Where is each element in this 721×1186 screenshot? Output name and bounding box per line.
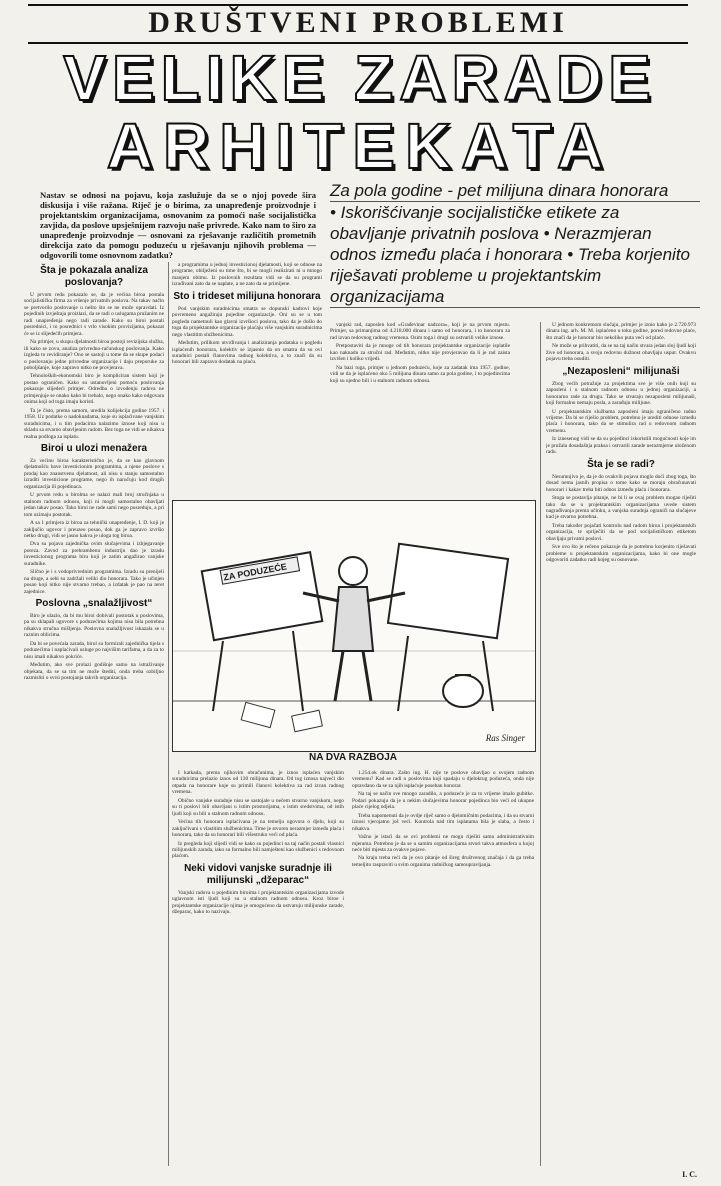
paragraph: Zbog većih potražnje za projektima sve je više onih koji su zaposleni i u stalnom radnom odnosu u jednoj organizaciji, a honorarno rade za drugu. Tako se stvaraju nezaposleni milijunaši, koji formalno nemaju posla, a zarađuju milijune. <box>546 380 696 407</box>
paragraph: I katkada, prema njihovim obračunima, je iznos isplaćen vanjskim suradnicima prelazio iznos od 130 milijuna dinara. Od tog iznosa najveći dio otpada na honorare koje su primili članovi kolektiva za rad izvan radnog vremena. <box>172 770 344 796</box>
paragraph: Stoga se postavlja pitanje, ne bi li se ovaj problem mogao riješiti tako da se u projektantskim organizacijama uvede sistem nagrađivanja prema učinku, a vanjska suradnja ograniči na slučajeve kad je stvarno potrebna. <box>546 495 696 521</box>
paragraph: Međutim, ako sve prolazi godišnje samo na istraživanje objekata, da se sa tim ne može štediti, onda treba ozbiljno razmisliti o svrsi postojanja takvih organizacija. <box>24 662 164 682</box>
paragraph: Iz pregleda koji slijedi vidi se kako su pojedinci na taj način postali vlasnici milijunskih zarada, iako su formalno bili namješteni kao službenici s redovnom plaćom. <box>172 840 344 860</box>
paragraph: Za većinu biroa karakteristično je, da se kao glavnom djelatnošću bave investicionim programima, a njene poslove s prodaj kao znanstvenu djelatnost, ali nisu u stanju samostalno izraditi investicione programe, nego ih naručuju kod drugih organizacija ili pojedinaca. <box>24 457 164 490</box>
paragraph: Dva su pojava zajednička ovim slučajevima i izbjegavanje poreza. Zavod za prehrambenu industriju dao je izradu investicionog programa biru koji je zatim angažirao vanjske suradnike. <box>24 541 164 567</box>
paragraph: Ne može se prihvatiti, da se na taj način stvara jedan sloj ljudi koji žive od honorara, a svoju redovnu dužnost obavljaju usput. Ovakvu pojavu treba osuditi. <box>546 343 696 363</box>
paragraph: Važno je istaći da se ovi problemi ne mogu riješiti samo administrativnim mjerama. Potrebno je da se u samim organizacijama stvori takva atmosfera u kojoj neće biti mjesta za ovakve pojave. <box>352 834 534 853</box>
paragraph: a programima u jednoj investicionoj djelatnosti, koji se odnose na programe, obilježeni su time što, bi se mogli realizirati ni u mnogo manjem obimu. Iz poslovnih rezultata vidi se da su programi izrađivani zato da se naplate, a ne zato da se primijene. <box>172 262 322 288</box>
paragraph: U prvom redu pokazalo se, da je većina biroa postala socijalistička firma za vršenje privatnih poslova. Na takav način se pretvorilo poslovanje u nešto što se ne može opravdati. Iz pojedinih izvještaja proizlazi, da se radi o uslugama pružanim ne radi unapređenja nego radi zarade. Kako su biroi postali posrednici, i to posrednici s vrlo visokim provizijama, pokazat će se iz slijedećih primjera. <box>24 292 164 337</box>
paragraph: Pretpostaviti da je mnoge od tih honorara projektantske organizacije isplatile kao naknadu za stručni rad. Međutim, nitko nije provjeravao da li je rad zaista izvršen i koliko vrijedi. <box>330 343 510 363</box>
paragraph: A sa 1 primjera iz biroa za tehnički unapređenje, I. D. koji je zaključio ugovor i preuzeo posao, dok ga je zapravo izvršio netko drugi, vidi se jasno kakva je uloga tog biroa. <box>24 520 164 539</box>
section-heading: „Nezaposleni“ milijunaši <box>562 365 680 377</box>
section-heading: Neki vidovi vanjske suradnje ili milijunski „džeparac“ <box>184 862 332 886</box>
paragraph: Slično je i s vodoprivrednim programima. Izradu su prenijeli na druge, a sebi su zadržali veliki dio honorara. Tako je učinjen posao koji nitko nije stvarno trebao, a izdatak je pao na teret zajednice. <box>24 569 164 595</box>
paragraph: Biro je ulazio, da bi mu biroi dobivali postotak u poslovima, pa su sklapali ugovore s poduzećima kojima nisu bila potrebna nikakva stručna mišljenja. Poslovna snalažljivost iskazala se u raznim oblicima. <box>24 613 164 639</box>
section-heading: Šta je se radi? <box>587 458 655 470</box>
cartoon-illustration <box>172 500 536 752</box>
headline-line-2: ARHITEKATA <box>106 110 614 182</box>
paragraph: vanjski rad, zaposlen kod »Građevinar nadzora«, koji je na prvom mjestu. Primjer, sa primanjima od 4.218.000 dinara i samo od honorara, i to honoraru za rad izvan redovnog radnog vremena. Osim toga i drugi su ostvarili velike iznose. <box>330 322 510 341</box>
paragraph: 1.254.ok dinara. Zašto ing. H. nije te poslove obavljao u svojem radnom vremenu? Kad se radi o poslovima koji spadaju u djelokrug poduzeća, onda nije opravdano da se za njih isplaćuje poseban honorar. <box>352 770 534 789</box>
section-heading: Šta je pokazala analiza poslovanja? <box>40 265 148 288</box>
column-rule <box>168 262 169 1166</box>
column-1 <box>24 262 164 1166</box>
section-heading: Sto i trideset milijuna honorara <box>173 290 321 302</box>
paragraph: Na primjer, u skupu djelatnosti biroa postoji revizijska služba, ili kako se zovu, analiza privredno-računskog poslovanja. Kako izgleda to revidiranje? Ono se sastoji u tome da se skupe podaci o poslovanju jedne privredne organizacije i daju preporuke za poboljšanje, koje zapravo nitko ne provjerava. <box>24 339 164 371</box>
column-3-lower <box>352 770 534 1166</box>
section-heading: Biroi u ulozi menažera <box>40 442 148 454</box>
paragraph: Na kraju treba reći da je ovo pitanje od šireg društvenog značaja i da ga treba temeljito raspraviti u svim organima radničkog samoupravljanja. <box>352 855 534 868</box>
paragraph: Na taj se način sve mnogo zaradilo, a poduzeće je za to vrijeme imalo gubitke. Podaci pokazuju da je u nekim slučajevima honorar pojedinca bio veći od ukupne plaće cijelog odjela. <box>352 791 534 811</box>
lead-paragraph: Nastav se odnosi na pojavu, koja zaslužuje da se o njoj povede šira diskusija i više ražana. Riječ je o birima, za unapređenje proizvodnje i projektantskim organizacijama, osnovanim za pomoći naše socijalistička zavjida, da poslove upsješnijem razvoju naše privrede. Kako nam to širo za unapređenje proizvodnje — osnovani za rješavanje različitih prometnih direkcija zato da pomogu poduzeću u rješavanju njihovih problema — odgovorili tome osnovnom zadatku? <box>40 190 316 260</box>
kicker-title: DRUŠTVENI PROBLEMI <box>28 4 688 44</box>
headline <box>24 42 696 182</box>
cartoon-caption: NA DVA RAZBOJA <box>309 752 397 763</box>
column-2-lower <box>172 770 344 1166</box>
paragraph: Treba također pojačati kontrolu nad radom biroa i projektantskih organizacija, te spriječiti da se pod socijalističkom etiketom obavljaju privatni poslovi. <box>546 522 696 542</box>
paragraph: Vanjski radova u pojedinim biroima i projektantskim organizacijama izvode uglavnom isti ljudi koji su u stalnom radnom odnosu. Kroz biroe i projektantske organizacije njima je omogućeno da ostvaruju milijunske zarade, džeparac, kako to nazivaju. <box>172 889 344 916</box>
author-signoff: I. C. <box>682 1170 697 1179</box>
section-heading: Poslovna „snalažljivost“ <box>35 598 153 610</box>
headline-line-1: VELIKE ZARADE <box>63 42 657 114</box>
paragraph: Tehnoloških-ekonomski biro je kompliciran sistem koji je postao ograničen. Kako su ustanovljeni pomoću poslovanja pokazuje slijedeći primjer. Odredba o izvođenju radova ne primjenjuje se onako kako bi trebalo, nego onako kako odgovara onima koji od toga imaju koristi. <box>24 373 164 406</box>
paragraph: Nesumnjivo je, da je do ovakvih pojava moglo doći zbog toga, što dosad nema jasnih propisa o tome kako se moraju obračunavati honorari i kakav treba biti odnos između plaća i honorara. <box>546 473 696 493</box>
paragraph: Na bazi toga, primjer u jednom poduzeću, koje za zadatak ima 1957. godine, vidi se da je isplaćeno oko 5 milijuna dinara samo za pola godine, i to pojedincima koji su ujedno bili i u stalnom radnom odnosu. <box>330 364 510 384</box>
paragraph: Obično vanjske suradnje nisu se sastojale u nečem stvarno vanjskom, nego su ti poslovi bili obavljani u istim prostorijama, s istim sredstvima, od istih ljudi koji su bili u stalnom radnom odnosu. <box>172 797 344 817</box>
cartoon-drawing <box>173 501 535 751</box>
column-4 <box>546 322 696 1166</box>
column-3-upper <box>330 322 510 494</box>
paragraph: Da bi se povećala zarada, birol su formirali zajednička tijela s poduzećima i naplaćivali usluge po najvišim tarifama, a da za to nisu imali nikakvo pokriće. <box>24 640 164 660</box>
subheadline <box>330 180 700 308</box>
paragraph: Sve ovo što je rečeno pokazuje da je potrebno korjenito riješavati probleme u projektantskim organizacijama, kako bi one mogle odgovoriti zadatku radi kojeg su osnovane. <box>546 544 696 564</box>
subheadline-line-2: • Iskorišćivanje socijalističke etikete za obavljanje privatnih poslova • Nerazmjeran odnos između plaća i honorara • Treba korjenito riješavati probleme u projektantskim organizacijama <box>330 202 700 308</box>
paragraph: U projektantskim službama zaposleni imaju ograničeno radno vrijeme. Da bi se riješio problem, potrebno je urediti odnose između plaća i honorara, tako da se stimulira rad u redovnom radnom vremenu. <box>546 408 696 434</box>
paragraph: Pod vanjskim suradnicima smatra se dopunski kadrovi koje povremeno angažiraju pojedine organizacije. Oni su se u tom pogledu nametnuli kao glavni izvršioci poslova, tako da je došlo do toga da projektantske organizacije plaćaju više vanjskim suradnicima nego vlastitim službenicima. <box>172 305 322 338</box>
paragraph: U prvom redu u birolma se nalazi mali broj stručnjaka u stalnom radnom odnosu, koji ni mogli samostalno obavljati jedan takav posao. Tako biroi ne rade sami nego posreduju, a pri tom uzimaju postotak. <box>24 492 164 518</box>
cartoon-sign: ZA PODUZEĆE <box>222 561 288 583</box>
paragraph: Iz iznesenog vidi se da su pojedinci iskoristili mogućnosti koje im je pružala dosadašnja praksa i ostvarili zarade nerazmjerne uloženom radu. <box>546 436 696 456</box>
paragraph: U jednom konkretnom slučaju, primjer je iznio kako je 2.720.973 dinara ing. arh. M. M. isplaćeno u toku godine, pored redovne plaće, što znači da je honorar bio nekoliko puta veći od plaće. <box>546 322 696 341</box>
column-rule <box>540 322 541 1166</box>
cartoon-signature: Ras Singer <box>485 733 525 743</box>
subheadline-line-1: Za pola godine - pet milijuna dinara honorara <box>330 180 700 202</box>
paragraph: Međutim, prilikom utvrđivanja i analiziranja podataka u pogledu isplaćenih honorara, kolektiv se izjasnio da on smatra da su ovi suradnici postali članovima radnog kolektiva, a to znači da su honorari bili zapravo dodatak na plaću. <box>172 340 322 366</box>
paragraph: Ta je čisto, prema samom, uredila kolijekcija godine 1957. i 1958. Uz podatke o nadoknadama, koje su isplaćivane vanjskim suradnicima, i u tim podacima nalazimo iznose koji nisu u skladu sa stvarno obavljenim radom. Bez toga ne vidi se nikakva realna podloga za isplatu. <box>24 407 164 440</box>
paragraph: Većina tih honorara isplaćivana je na temelju ugovora o djelu, koji su zaključivani s vlastitim službenicima. Time je stvoren nerazmjer između plaća i honorara, tako da su honorari bili višestruko veći od plaća. <box>172 819 344 839</box>
column-2-upper <box>172 262 322 494</box>
paragraph: Treba napomenuti da je ovdje riječ samo o djelomičnim podacima, i da su stvarni iznosi vjerojatno još veći. Kontrola nad tim isplatama bila je slaba, a često i nikakva. <box>352 812 534 832</box>
